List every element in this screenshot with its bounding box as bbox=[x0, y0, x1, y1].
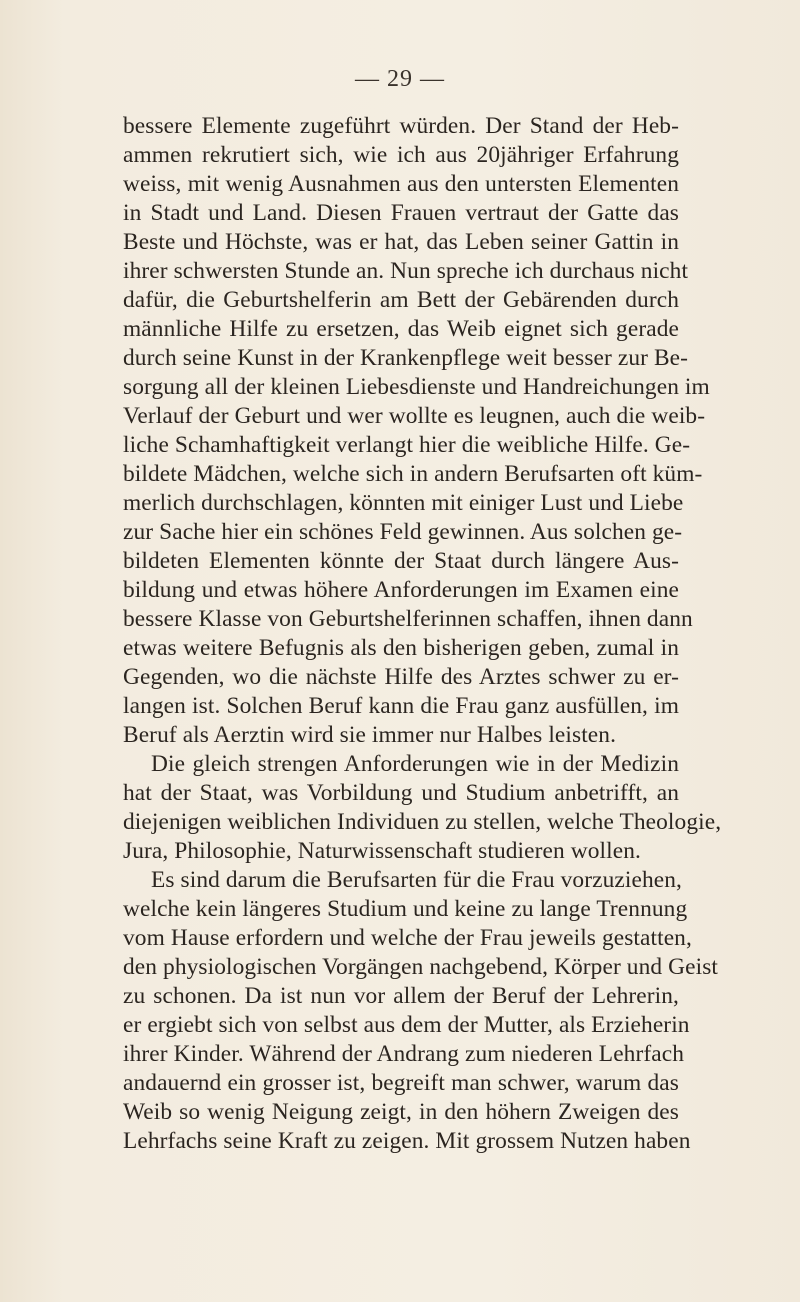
text-line: bessere Klasse von Geburtshelferinnen schaffen, ihnen dann bbox=[123, 606, 693, 632]
body-text bbox=[123, 112, 722, 1156]
text-line: durch seine Kunst in der Krankenpflege weit besser zur Be- bbox=[123, 345, 689, 371]
text-line: Es sind darum die Berufsarten für die Frau vorzuziehen, bbox=[151, 867, 682, 893]
text-line: ammen rekrutiert sich, wie ich aus 20jähriger Erfahrung bbox=[123, 142, 679, 168]
text-line: hat der Staat, was Vorbildung und Studium anbetrifft, an bbox=[123, 780, 679, 806]
text-line: männliche Hilfe zu ersetzen, das Weib eignet sich gerade bbox=[123, 316, 679, 342]
text-line: Lehrfachs seine Kraft zu zeigen. Mit grossem Nutzen haben bbox=[123, 1128, 691, 1154]
page-number: — 29 — bbox=[355, 66, 445, 92]
text-line: Beste und Höchste, was er hat, das Leben seiner Gattin in bbox=[123, 229, 679, 255]
text-line: dafür, die Geburtshelferin am Bett der Gebärenden durch bbox=[123, 287, 679, 313]
text-line: ihrer schwersten Stunde an. Nun spreche ich durchaus nicht bbox=[123, 258, 689, 284]
text-line: liche Schamhaftigkeit verlangt hier die weibliche Hilfe. Ge- bbox=[123, 432, 691, 458]
text-line: Gegenden, wo die nächste Hilfe des Arztes schwer zu er- bbox=[123, 664, 679, 690]
text-line: Beruf als Aerztin wird sie immer nur Halbes leisten. bbox=[123, 722, 617, 748]
text-line: vom Hause erfordern und welche der Frau jeweils gestatten, bbox=[123, 925, 692, 951]
text-line: merlich durchschlagen, könnten mit einiger Lust und Liebe bbox=[123, 490, 684, 516]
text-line: in Stadt und Land. Diesen Frauen vertraut der Gatte das bbox=[123, 200, 679, 226]
text-line: Die gleich strengen Anforderungen wie in der Medizin bbox=[151, 751, 679, 777]
text-line: welche kein längeres Studium und keine zu lange Trennung bbox=[123, 896, 688, 922]
text-line: Weib so wenig Neigung zeigt, in den höhern Zweigen des bbox=[123, 1099, 679, 1125]
text-line: bildeten Elementen könnte der Staat durch längere Aus- bbox=[123, 548, 679, 574]
text-line: er ergiebt sich von selbst aus dem der Mutter, als Erzieherin bbox=[123, 1012, 690, 1038]
text-line: Verlauf der Geburt und wer wollte es leugnen, auch die weib- bbox=[123, 403, 706, 429]
text-line: sorgung all der kleinen Liebesdienste und Handreichungen im bbox=[123, 374, 710, 400]
text-line: bildung und etwas höhere Anforderungen im Examen eine bbox=[123, 577, 679, 603]
text-line: diejenigen weiblichen Individuen zu stellen, welche Theologie, bbox=[123, 809, 722, 835]
text-line: zu schonen. Da ist nun vor allem der Beruf der Lehrerin, bbox=[123, 983, 679, 1009]
text-line: weiss, mit wenig Ausnahmen aus den untersten Elementen bbox=[123, 171, 679, 197]
text-line: ihrer Kinder. Während der Andrang zum niederen Lehrfach bbox=[123, 1041, 685, 1067]
text-line: andauernd ein grosser ist, begreift man schwer, warum das bbox=[123, 1070, 679, 1096]
text-line: den physiologischen Vorgängen nachgebend, Körper und Geist bbox=[123, 954, 718, 980]
text-line: bildete Mädchen, welche sich in andern Berufsarten oft küm- bbox=[123, 461, 703, 487]
text-line: Jura, Philosophie, Naturwissenschaft studieren wollen. bbox=[123, 838, 641, 864]
text-line: langen ist. Solchen Beruf kann die Frau ganz ausfüllen, im bbox=[123, 693, 679, 719]
text-line: bessere Elemente zugeführt würden. Der Stand der Heb- bbox=[123, 113, 679, 139]
text-line: zur Sache hier ein schönes Feld gewinnen. Aus solchen ge- bbox=[123, 519, 683, 545]
text-line: etwas weitere Befugnis als den bisherigen geben, zumal in bbox=[123, 635, 679, 661]
